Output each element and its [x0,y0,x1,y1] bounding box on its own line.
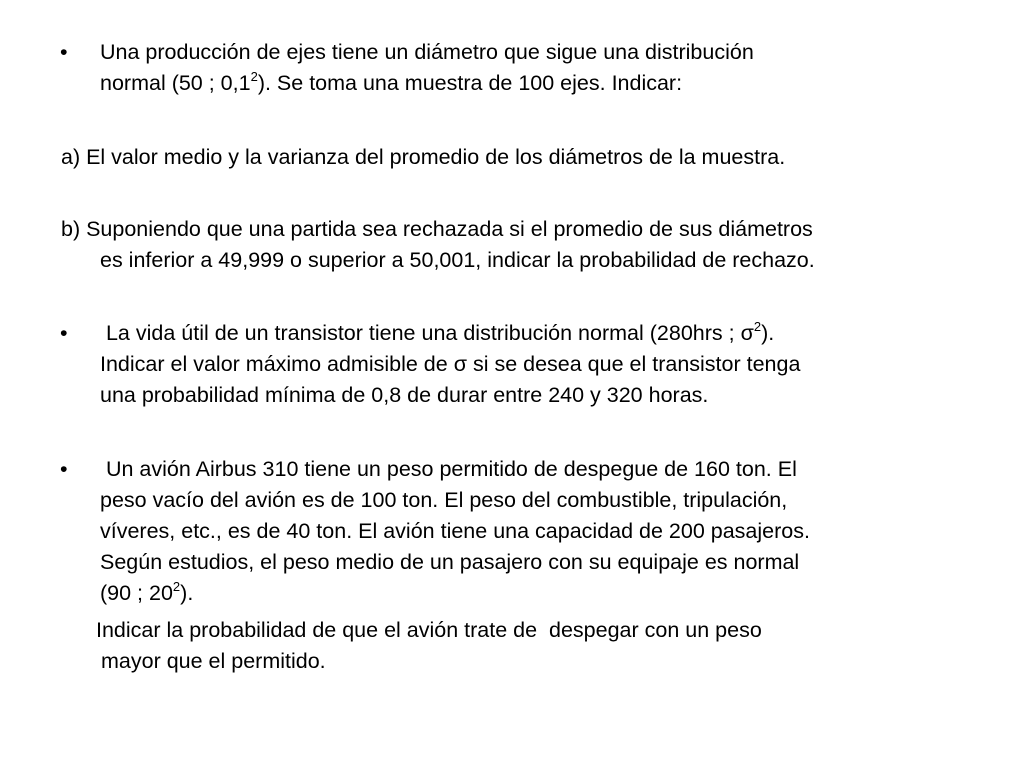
text-line: peso vacío del avión es de 100 ton. El peso del combustible, tripulación, [100,488,788,512]
superscript: 2 [250,68,258,84]
text-line: b) Suponiendo que una partida sea rechazada si el promedio de sus diámetros [61,217,813,241]
text-line: es inferior a 49,999 o superior a 50,001, indicar la probabilidad de rechazo. [100,248,815,272]
text-line: Indicar la probabilidad de que el avión trate de despegar con un peso [96,618,762,642]
text-segment: ). [761,321,775,345]
superscript: 2 [753,318,762,334]
text-line: Un avión Airbus 310 tiene un peso permitido de despegue de 160 ton. El [100,457,797,481]
text-line: Indicar el valor máximo admisible de σ si se desea que el transistor tenga [100,352,801,376]
problem-1-part-a [61,142,785,173]
text-line: Según estudios, el peso medio de un pasajero con su equipaje es normal [100,550,800,574]
bullet-marker: • [60,457,68,481]
problem-1-intro [100,37,754,99]
text-line [100,68,754,99]
text-segment: ). Se toma una muestra de 100 ejes. Indicar: [257,71,683,95]
problem-3-question [96,615,762,677]
problem-1-part-b [61,214,815,276]
text-segment: normal (50 ; 0,1 [100,71,251,95]
text-line: una probabilidad mínima de 0,8 de durar entre 240 y 320 horas. [100,383,709,407]
superscript: 2 [172,578,181,594]
text-line [100,578,810,609]
text-line: Una producción de ejes tiene un diámetro que sigue una distribución [100,40,754,64]
text-line [100,318,800,349]
text-segment: ). [180,581,194,605]
bullet-marker: • [60,321,68,345]
text-segment: La vida útil de un transistor tiene una distribución normal (280hrs ; σ [100,321,754,345]
problem-2 [100,318,800,411]
text-line: mayor que el permitido. [101,649,326,673]
text-line: víveres, etc., es de 40 ton. El avión tiene una capacidad de 200 pasajeros. [100,519,810,543]
text-line: a) El valor medio y la varianza del promedio de los diámetros de la muestra. [61,145,786,169]
problem-3 [100,454,810,609]
text-segment: (90 ; 20 [100,581,173,605]
bullet-marker: • [60,40,68,64]
